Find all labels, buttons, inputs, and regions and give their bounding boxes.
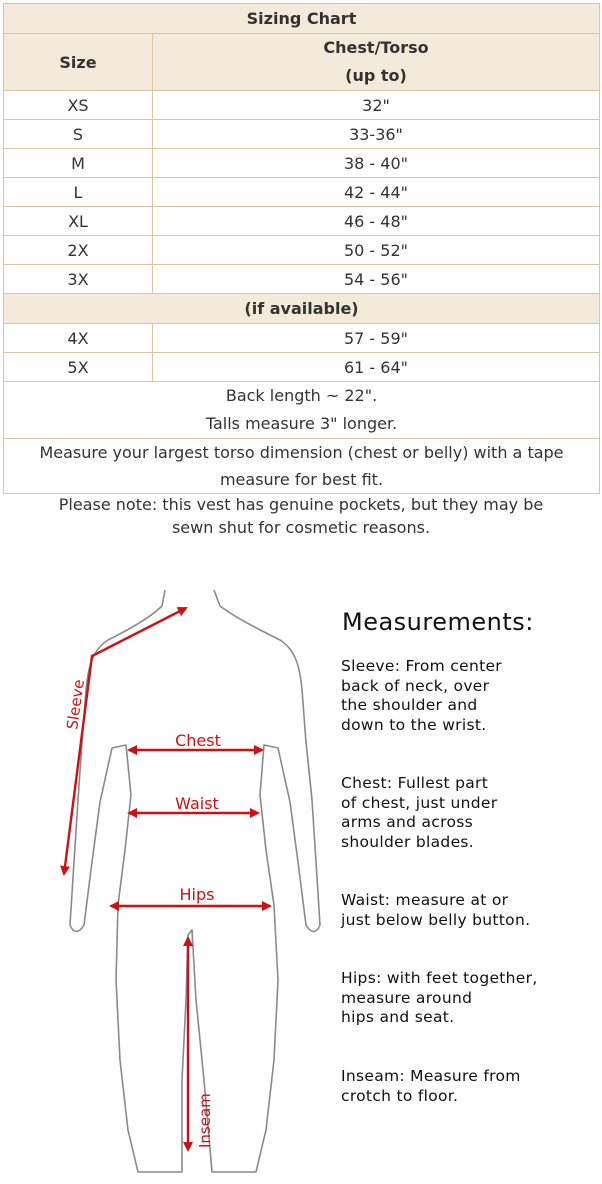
measure-tip-row: [4, 439, 600, 494]
size-cell: L: [4, 178, 153, 207]
hips-label: Hips: [179, 885, 215, 904]
waist-description: Waist: measure at or just below belly button.: [341, 891, 531, 929]
chart-title: Sizing Chart: [4, 4, 600, 34]
size-cell: 5X: [4, 353, 153, 382]
back-length-text: Back length ~ 22".: [225, 386, 378, 405]
if-available-label: (if available): [4, 294, 600, 324]
table-row: [4, 353, 600, 382]
inseam-label: Inseam: [196, 1093, 214, 1148]
chest-cell: 32": [153, 91, 600, 120]
table-row: [4, 207, 600, 236]
measurements-title: Measurements:: [342, 608, 534, 636]
chart-title-row: [4, 4, 600, 34]
chest-cell: 38 - 40": [153, 149, 600, 178]
table-row: [4, 91, 600, 120]
table-row: [4, 265, 600, 294]
chest-cell: 46 - 48": [153, 207, 600, 236]
chest-header: [153, 34, 600, 91]
inseam-description: Inseam: Measure from crotch to floor.: [341, 1067, 521, 1105]
chest-cell: 57 - 59": [153, 324, 600, 353]
chest-header-line2: (up to): [345, 66, 407, 85]
chest-label: Chest: [175, 731, 221, 750]
pocket-note-line1: Please note: this vest has genuine pockets, but they may be: [58, 495, 544, 514]
back-length-cell: [4, 382, 600, 439]
size-cell: XS: [4, 91, 153, 120]
chest-cell: 42 - 44": [153, 178, 600, 207]
table-row: [4, 149, 600, 178]
chest-cell: 50 - 52": [153, 236, 600, 265]
chest-cell: 61 - 64": [153, 353, 600, 382]
size-cell: XL: [4, 207, 153, 236]
hips-description: Hips: with feet together, measure around hips and seat.: [341, 969, 538, 1026]
talls-text: Talls measure 3" longer.: [205, 414, 398, 433]
chart-header-row: [4, 34, 600, 91]
table-row: [4, 120, 600, 149]
chest-cell: 54 - 56": [153, 265, 600, 294]
sizing-chart-table: [3, 3, 600, 494]
table-row: [4, 324, 600, 353]
chest-header-line1: Chest/Torso: [323, 38, 429, 57]
if-available-row: [4, 294, 600, 324]
table-row: [4, 178, 600, 207]
chest-description: Chest: Fullest part of chest, just under arms and across shoulder blades.: [341, 774, 498, 851]
size-header: Size: [4, 34, 153, 91]
size-cell: 4X: [4, 324, 153, 353]
size-cell: 2X: [4, 236, 153, 265]
body-outline: [70, 590, 320, 1172]
table-row: [4, 236, 600, 265]
size-cell: S: [4, 120, 153, 149]
size-cell: 3X: [4, 265, 153, 294]
sleeve-label: Sleeve: [63, 678, 88, 731]
chest-cell: 33-36": [153, 120, 600, 149]
sleeve-description: Sleeve: From center back of neck, over the shoulder and down to the wrist.: [341, 657, 502, 734]
size-cell: M: [4, 149, 153, 178]
measure-tip-text: Measure your largest torso dimension (chest or belly) with a tape measure for best fit.: [4, 439, 600, 494]
waist-label: Waist: [175, 794, 219, 813]
back-length-row: [4, 382, 600, 439]
pocket-note: [0, 493, 602, 539]
pocket-note-line2: sewn shut for cosmetic reasons.: [171, 518, 431, 537]
